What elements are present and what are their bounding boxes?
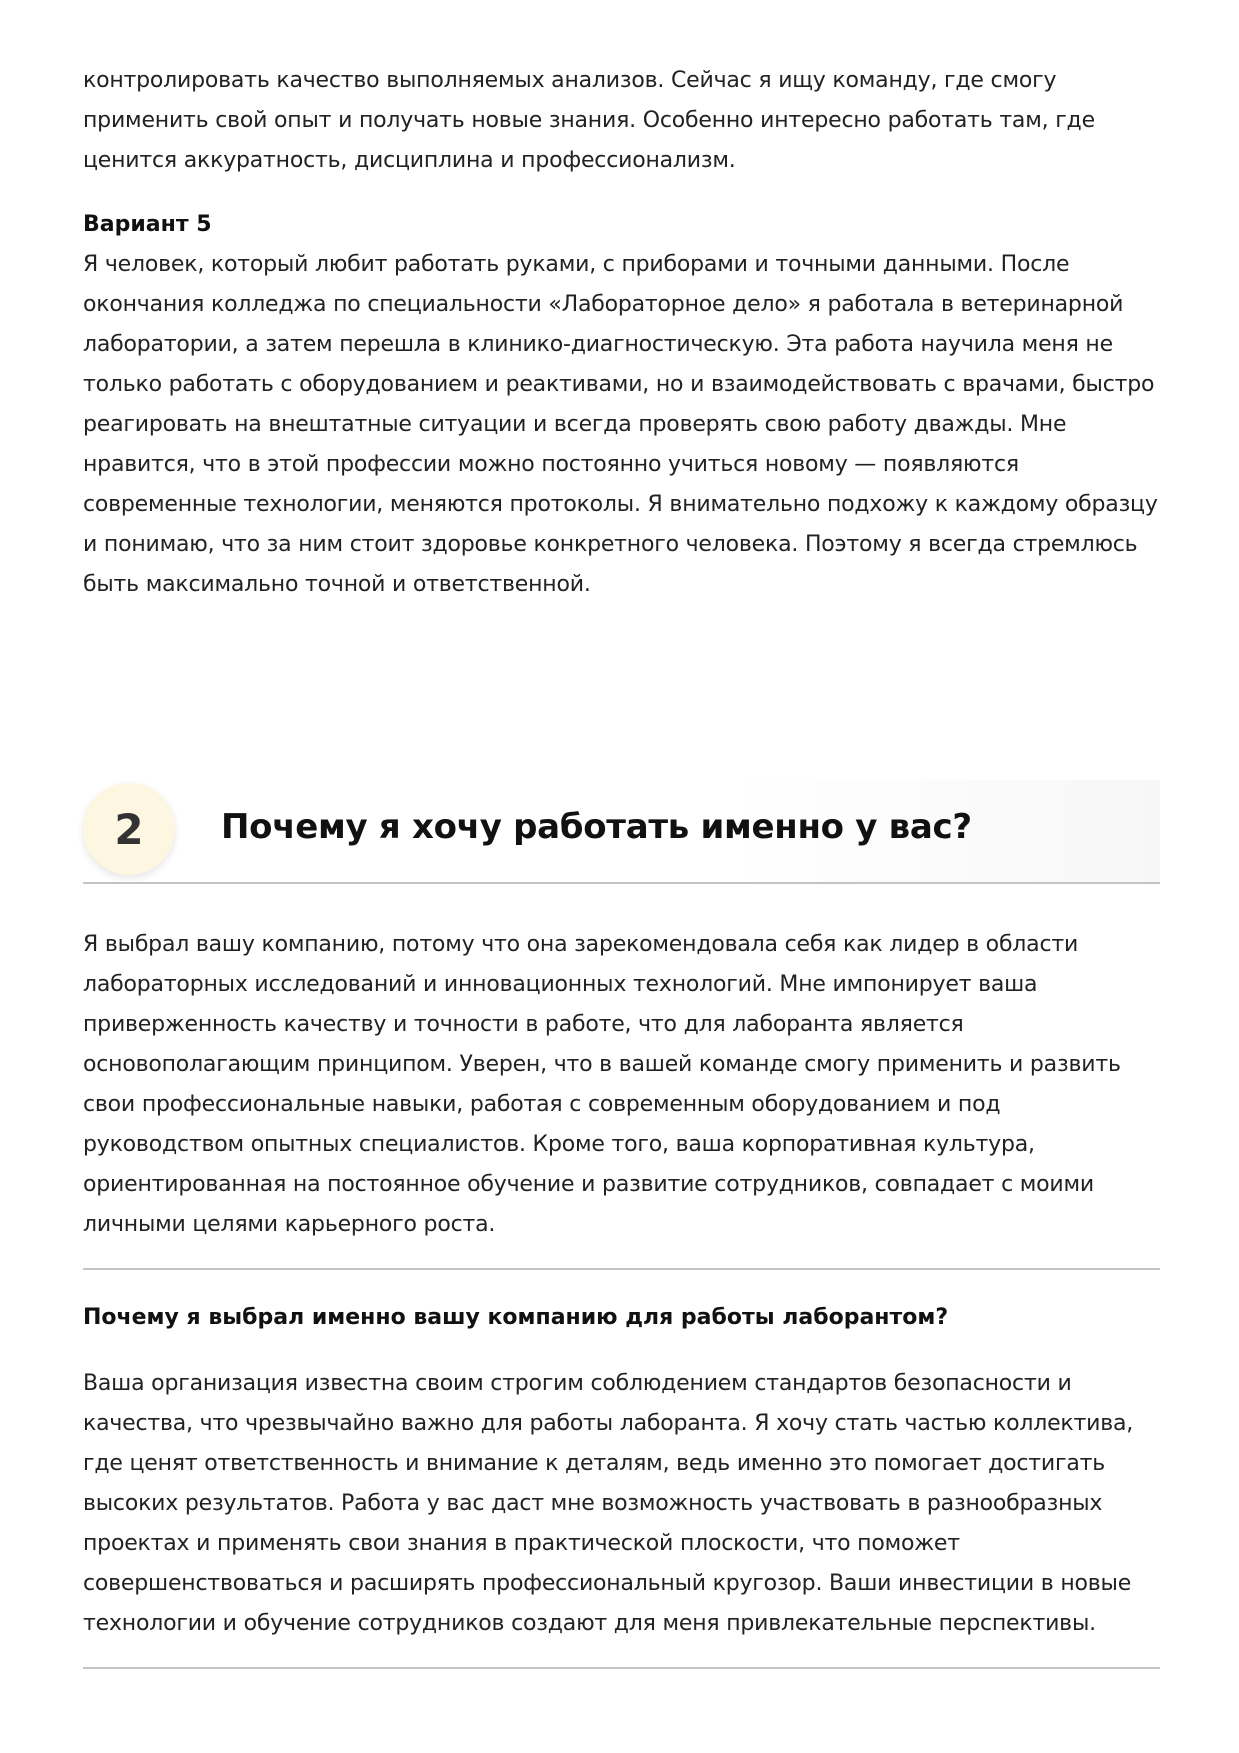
intro-paragraph: контролировать качество выполняемых анализов. Сейчас я ищу команду, где смогу применить свой опыт и получать новые знания. Особенно интересно работать там, где ценится аккуратность, дисциплина и профессионализм. [83,68,1095,173]
variant-5-paragraph: Я человек, который любит работать руками, с приборами и точными данными. После окончания колледжа по специальности «Лабораторное дело» я работала в ветеринарной лаборатории, а затем перешла в клинико-диагностическую. Эта работа научила меня не только работать с оборудованием и реактивами, но и взаимодействовать с врачами, быстро реагировать на внештатные ситуации и всегда проверять свою работу дважды. Мне нравится, что в этой профессии можно постоянно учиться новому — появляются современные технологии, меняются протоколы. Я внимательно подхожу к каждому образцу и понимаю, что за ним стоит здоровье конкретного человека. Поэтому я всегда стремлюсь быть максимально точной и ответственной. [83,252,1158,597]
variant-5-heading: Вариант 5 [83,212,212,237]
question-heading: Почему я выбрал именно вашу компанию для работы лаборантом? [83,1305,949,1330]
divider [83,1667,1160,1669]
section-number-badge: 2 [83,783,175,875]
section-2-header [83,780,1160,884]
section-2-title: Почему я хочу работать именно у вас? [221,807,972,847]
divider [83,1268,1160,1270]
section-2-paragraph: Я выбрал вашу компанию, потому что она зарекомендовала себя как лидер в области лабораторных исследований и инновационных технологий. Мне импонирует ваша приверженность качеству и точности в работе, что для лаборанта является основополагающим принципом. Уверен, что в вашей команде смогу применить и развить свои профессиональные навыки, работая с современным оборудованием и под руководством опытных специалистов. Кроме того, ваша корпоративная культура, ориентированная на постоянное обучение и развитие сотрудников, совпадает с моими личными целями карьерного роста. [83,932,1121,1237]
question-answer-paragraph: Ваша организация известна своим строгим соблюдением стандартов безопасности и качества, что чрезвычайно важно для работы лаборанта. Я хочу стать частью коллектива, где ценят ответственность и внимание к деталям, ведь именно это помогает достигать высоких результатов. Работа у вас даст мне возможность участвовать в разнообразных проектах и применять свои знания в практической плоскости, что поможет совершенствоваться и расширять профессиональный кругозор. Ваши инвестиции в новые технологии и обучение сотрудников создают для меня привлекательные перспективы. [83,1371,1134,1636]
